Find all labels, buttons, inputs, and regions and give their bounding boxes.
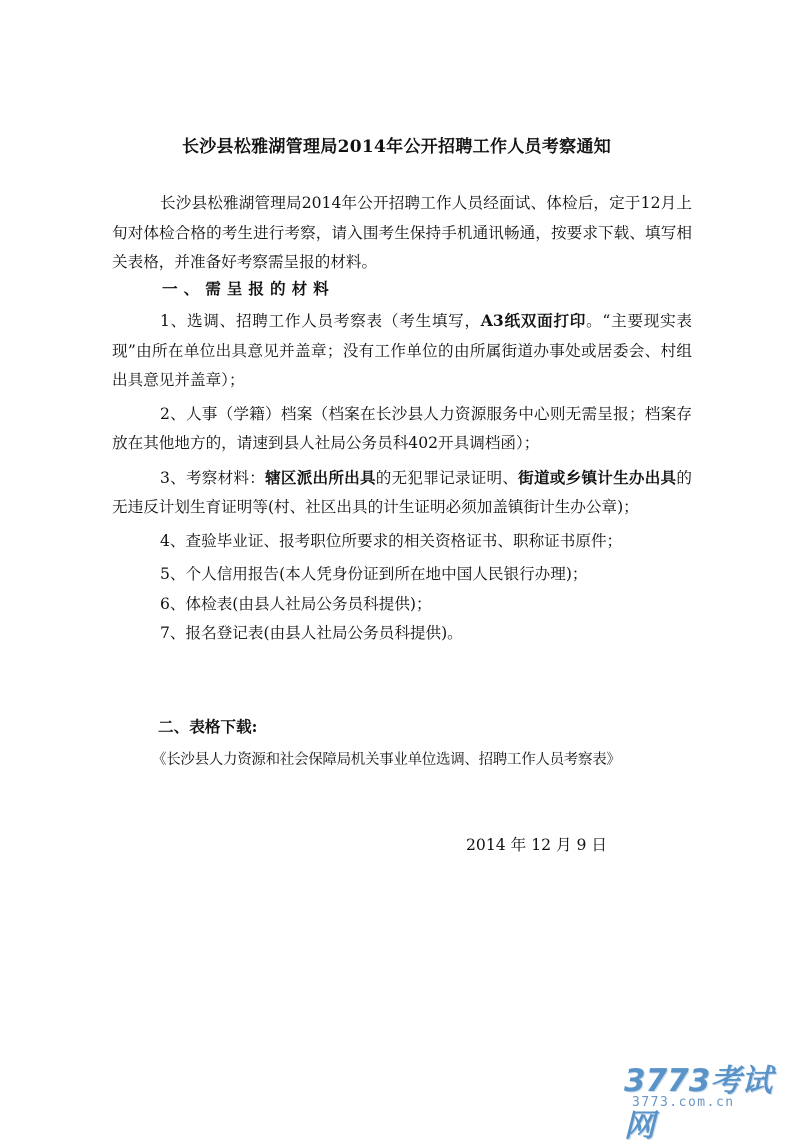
item-emphasis: 辖区派出所出具 [265, 467, 376, 487]
watermark-url-text: 3773.com.cn [632, 1095, 735, 1110]
item-emphasis: 街道或乡镇计生办出具 [518, 467, 677, 487]
item-text: 3、考察材料： [160, 468, 266, 487]
watermark-logo [618, 1055, 788, 1144]
list-item: 5、个人信用报告(本人凭身份证到所在地中国人民银行办理)； [160, 565, 588, 583]
list-item: 4、查验毕业证、报考职位所要求的相关资格证书、职称证书原件； [160, 531, 623, 550]
list-item [112, 306, 692, 396]
form-download-link[interactable]: 《长沙县人力资源和社会保障局机关事业单位选调、招聘工作人员考察表》 [152, 752, 621, 768]
section-heading-download: 二、表格下载: [158, 717, 258, 736]
item-text: 。“主要现实表现”由所在单位出具意见并盖章；没有工作单位的由所属街道办事处或居委会、村组出具意见并盖章）； [112, 312, 693, 389]
item-text: 1、选调、招聘工作人员考察表（考生填写， [160, 312, 481, 330]
list-item: 2、人事（学籍）档案（档案在长沙县人力资源服务中心则无需呈报；档案存放在其他地方的，请速到县人社局公务员科402开具调档函）； [112, 404, 692, 452]
document-date: 2014 年 12 月 9 日 [466, 836, 608, 854]
watermark-main-text: 3773考试网 [624, 1063, 773, 1144]
list-item: 6、体检表(由县人社局公务员科提供)； [160, 594, 432, 613]
list-item [112, 463, 692, 523]
intro-paragraph: 长沙县松雅湖管理局2014年公开招聘工作人员经面试、体检后，定于12月上旬对体检合格的考生进行考察，请入围考生保持手机通讯畅通，按要求下载、填写相关表格，并准备好考察需呈报的材料。 [112, 194, 692, 271]
item-emphasis: A3纸双面打印 [480, 311, 587, 330]
list-item: 7、报名登记表(由县人社局公务员科提供)。 [160, 624, 463, 642]
item-text: 的无违反计划生育证明等(村、社区出具的计生证明必须加盖镇街计生办公章)； [112, 468, 692, 516]
section-heading-materials: 一、需呈报的材料 [162, 279, 335, 298]
item-text: 的无犯罪记录证明、 [375, 468, 519, 487]
document-title: 长沙县松雅湖管理局2014年公开招聘工作人员考察通知 [181, 137, 612, 157]
materials-list [112, 306, 692, 649]
